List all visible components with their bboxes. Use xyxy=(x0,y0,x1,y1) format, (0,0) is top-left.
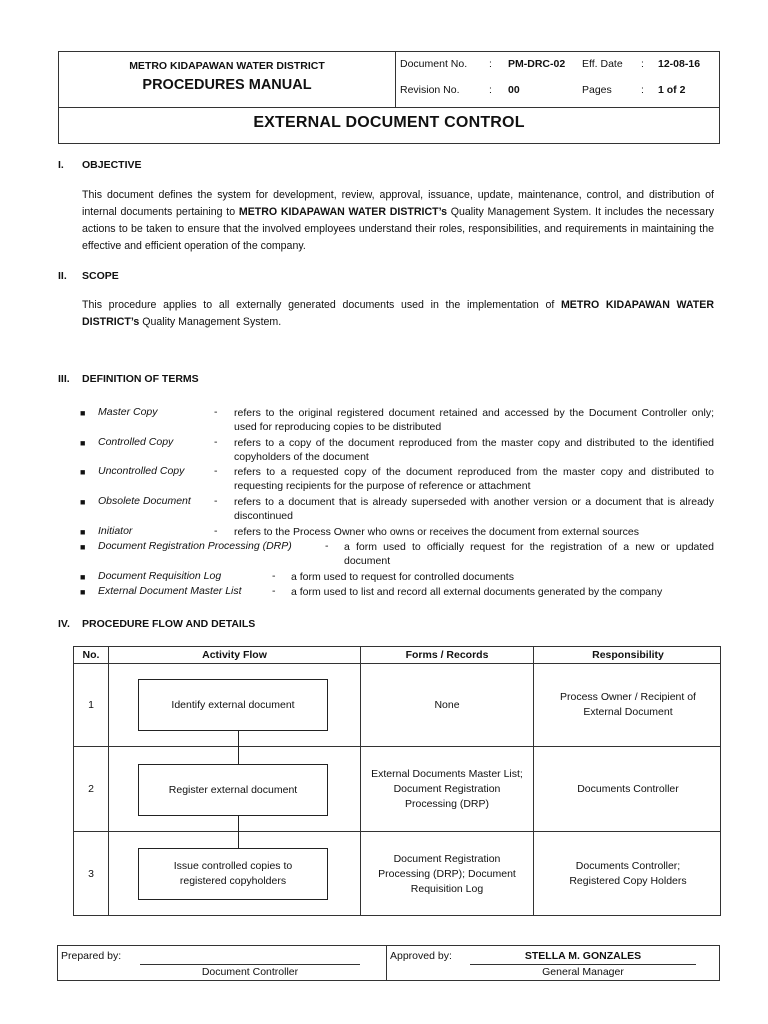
header-no: No. xyxy=(82,649,100,661)
scope-text-start: This procedure applies to all externally generated documents used in the implementation of xyxy=(82,299,561,311)
term-dash: - xyxy=(325,540,329,552)
document-title: EXTERNAL DOCUMENT CONTROL xyxy=(253,114,525,131)
term-dash: - xyxy=(272,570,276,582)
flow-step-identify: Identify external document xyxy=(138,679,328,731)
organization-name: METRO KIDAPAWAN WATER DISTRICT xyxy=(129,60,325,72)
term-external-document-master-list: External Document Master List xyxy=(98,585,242,597)
term-obsolete-document: Obsolete Document xyxy=(98,495,191,507)
term-dash: - xyxy=(214,465,218,477)
definitions-heading: DEFINITION OF TERMS xyxy=(82,373,199,385)
scope-number: II. xyxy=(58,270,67,282)
term-dash: - xyxy=(214,406,218,418)
definition-obsolete-document: refers to a document that is already superseded with another version or a document that is already discontinued xyxy=(234,496,714,522)
header-forms-records: Forms / Records xyxy=(405,649,489,661)
eff-date-value: 12-08-16 xyxy=(658,58,701,70)
approved-by-name: STELLA M. GONZALES xyxy=(524,950,642,962)
term-document-requisition-log: Document Requisition Log xyxy=(98,570,222,582)
definition-external-document-master-list: a form used to list and record all external documents generated by the company xyxy=(291,586,663,598)
term-drp: Document Registration Processing (DRP) xyxy=(98,540,292,552)
row-1-forms: None xyxy=(434,698,460,711)
revision-no-separator: : xyxy=(489,84,492,96)
definition-uncontrolled-copy: refers to a requested copy of the document reproduced from the master copy and distributed to requesting recipients for the purpose of reference or attachment xyxy=(234,466,714,492)
flow-step-issue: Issue controlled copies to registered copyholders xyxy=(138,848,328,900)
objective-number: I. xyxy=(58,159,64,171)
flow-step-register: Register external document xyxy=(138,764,328,816)
prepared-by-signature-line xyxy=(140,964,360,965)
document-no-label: Document No. xyxy=(400,58,468,70)
eff-date-separator: : xyxy=(641,58,644,70)
bullet-icon: ■ xyxy=(80,542,86,552)
row-2-number: 2 xyxy=(88,782,94,795)
signoff-box xyxy=(57,945,720,981)
row-2-responsibility: Documents Controller xyxy=(577,782,679,795)
prepared-by-label: Prepared by: xyxy=(61,950,122,962)
definition-drp: a form used to officially request for the registration of a new or updated document xyxy=(344,541,714,567)
prepared-by-role: Document Controller xyxy=(201,966,299,978)
document-no-value: PM-DRC-02 xyxy=(508,58,566,70)
procedure-number: IV. xyxy=(58,618,70,630)
header-activity-flow: Activity Flow xyxy=(202,649,267,661)
bullet-icon: ■ xyxy=(80,572,86,582)
scope-text-org: METRO KIDAPAWAN WATER DISTRICT’s xyxy=(82,299,714,328)
bullet-icon: ■ xyxy=(80,497,86,507)
row-3-number: 3 xyxy=(88,867,94,880)
table-column-divider xyxy=(108,647,109,915)
bullet-icon: ■ xyxy=(80,467,86,477)
row-3-forms: Document Registration Processing (DRP); Document Requisition Log xyxy=(378,852,516,895)
document-header xyxy=(58,51,720,144)
term-controlled-copy: Controlled Copy xyxy=(98,436,174,448)
pages-label: Pages xyxy=(582,84,612,96)
term-dash: - xyxy=(214,495,218,507)
pages-value: 1 of 2 xyxy=(658,84,686,96)
document-no-separator: : xyxy=(489,58,492,70)
eff-date-label: Eff. Date xyxy=(582,58,623,70)
bullet-icon: ■ xyxy=(80,527,86,537)
term-dash: - xyxy=(272,585,276,597)
revision-no-value: 00 xyxy=(508,84,520,96)
scope-heading: SCOPE xyxy=(82,270,119,282)
header-responsibility: Responsibility xyxy=(592,649,664,661)
bullet-icon: ■ xyxy=(80,438,86,448)
term-dash: - xyxy=(214,436,218,448)
term-dash: - xyxy=(214,525,218,537)
objective-heading: OBJECTIVE xyxy=(82,159,142,171)
revision-no-label: Revision No. xyxy=(400,84,460,96)
bullet-icon: ■ xyxy=(80,587,86,597)
bullet-icon: ■ xyxy=(80,408,86,418)
row-3-responsibility: Documents Controller; Registered Copy Holders xyxy=(569,860,687,887)
procedure-table xyxy=(73,646,721,916)
definition-document-requisition-log: a form used to request for controlled documents xyxy=(291,571,514,583)
scope-paragraph xyxy=(82,297,714,331)
row-1-responsibility: Process Owner / Recipient of External Document xyxy=(560,691,696,718)
procedure-heading: PROCEDURE FLOW AND DETAILS xyxy=(82,618,256,630)
definitions-number: III. xyxy=(58,373,70,385)
row-1-number: 1 xyxy=(88,698,94,711)
definition-initiator: refers to the Process Owner who owns or receives the document from external sources xyxy=(234,526,640,538)
header-divider-horizontal xyxy=(59,107,719,108)
signoff-divider xyxy=(386,946,387,980)
approved-by-label: Approved by: xyxy=(390,950,452,962)
objective-paragraph xyxy=(82,187,714,255)
definition-controlled-copy: refers to a copy of the document reproduced from the master copy and distributed to the identified copyholders of the document xyxy=(234,437,714,463)
term-initiator: Initiator xyxy=(98,525,133,537)
objective-text-org: METRO KIDAPAWAN WATER DISTRICT’s xyxy=(238,206,448,218)
term-uncontrolled-copy: Uncontrolled Copy xyxy=(98,465,185,477)
manual-title: PROCEDURES MANUAL xyxy=(142,77,312,93)
approved-by-role: General Manager xyxy=(542,966,624,978)
header-divider-vertical xyxy=(395,52,396,107)
definition-master-copy: refers to the original registered document retained and accessed by the Document Controller only; used for reproducing copies to be distributed xyxy=(234,407,714,433)
objective-text-end: Quality Management System. It includes the necessary actions to be taken to ensure that the involved employees understand their roles, responsibilities, and requirements in maintaining the effective and efficient operation of the company. xyxy=(82,206,715,252)
objective-text-start: This document defines the system for development, review, approval, issuance, update, maintenance, control, and distribution of internal documents pertaining to xyxy=(82,189,714,218)
row-2-forms: External Documents Master List; Document Registration Processing (DRP) xyxy=(371,767,523,810)
term-master-copy: Master Copy xyxy=(98,406,158,418)
scope-text-end: Quality Management System. xyxy=(139,316,282,328)
approved-by-signature-line xyxy=(470,964,696,965)
pages-separator: : xyxy=(641,84,644,96)
